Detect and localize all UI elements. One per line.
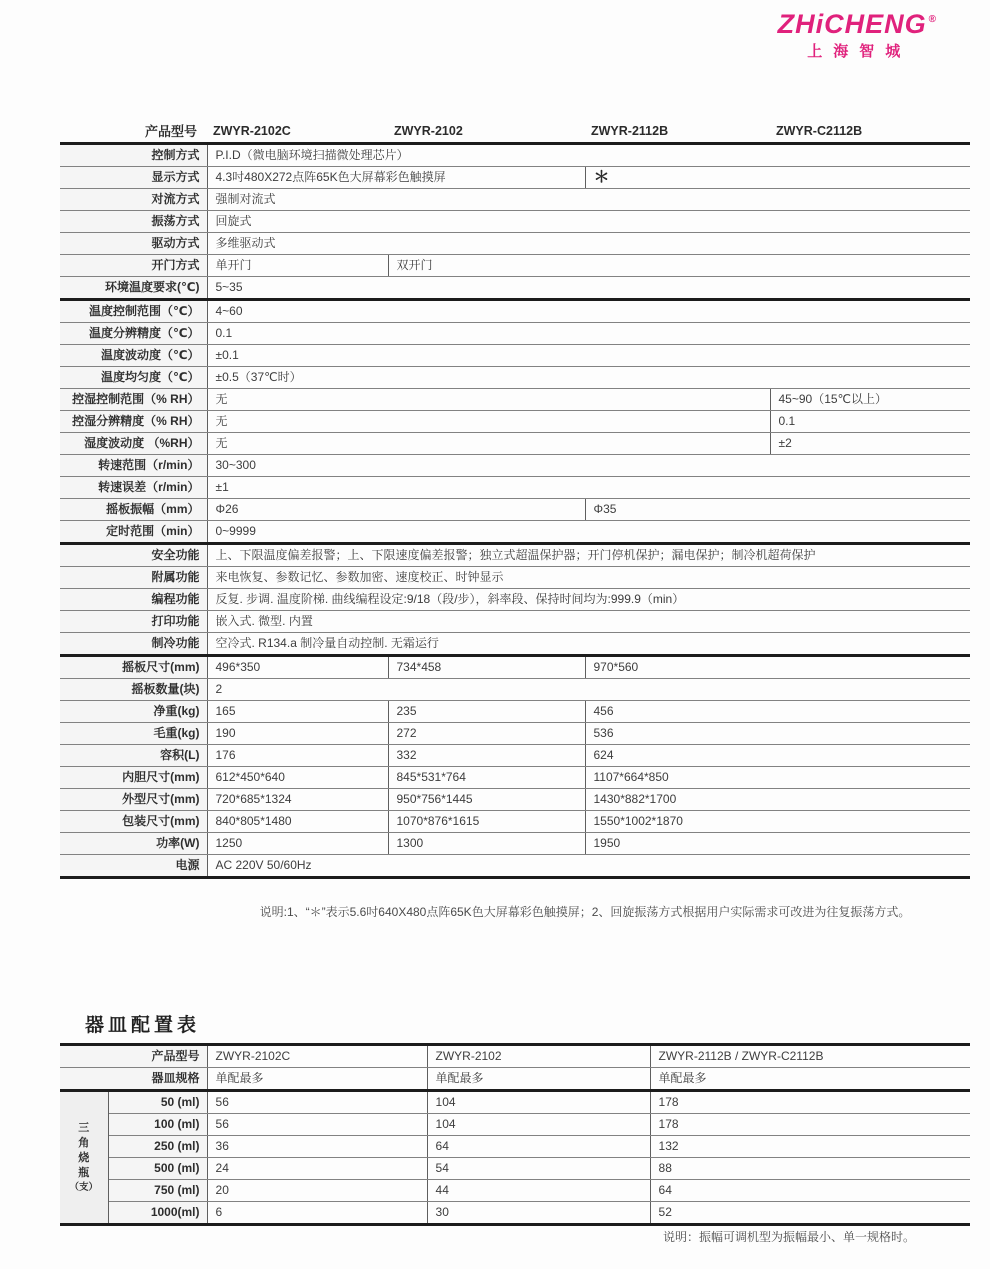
spec-row-label: 容积(L) [60, 745, 207, 767]
spec-cell: 2 [207, 679, 970, 701]
spec-row-label: 显示方式 [60, 167, 207, 189]
vessel-row [60, 1158, 970, 1180]
spec-cell: ±1 [207, 477, 970, 499]
vessel-cell: 132 [650, 1136, 970, 1158]
spec-cell: 0.1 [770, 411, 970, 433]
spec-row [60, 855, 970, 878]
spec-cell: 165 [207, 701, 388, 723]
vessel-cell: 36 [207, 1136, 427, 1158]
spec-header-label: 产品型号 [60, 121, 207, 144]
spec-cell: 190 [207, 723, 388, 745]
vessel-row [60, 1136, 970, 1158]
vessel-header-label: 产品型号 [60, 1045, 207, 1068]
vessel-row [60, 1202, 970, 1225]
spec-cell: Φ35 [585, 499, 970, 521]
brand-logo [778, 10, 935, 61]
spec-row-label: 控制方式 [60, 144, 207, 167]
spec-row [60, 567, 970, 589]
spec-row-label: 开门方式 [60, 255, 207, 277]
spec-cell: 5~35 [207, 277, 970, 300]
spec-cell: ±0.5（37℃时） [207, 367, 970, 389]
vessel-table-section [60, 1043, 970, 1226]
spec-cell: 536 [585, 723, 970, 745]
spec-row [60, 300, 970, 323]
spec-row-label: 电源 [60, 855, 207, 878]
spec-cell: Φ26 [207, 499, 585, 521]
vessel-table [60, 1043, 970, 1226]
spec-row [60, 411, 970, 433]
spec-cell: 回旋式 [207, 211, 970, 233]
spec-cell: 332 [388, 745, 585, 767]
vessel-cell: 6 [207, 1202, 427, 1225]
spec-cell: ±0.1 [207, 345, 970, 367]
spec-row-label: 驱动方式 [60, 233, 207, 255]
spec-row-label: 摇板尺寸(mm) [60, 656, 207, 679]
spec-row [60, 833, 970, 855]
spec-cell: AC 220V 50/60Hz [207, 855, 970, 878]
vessel-cell: 44 [427, 1180, 650, 1202]
spec-row [60, 679, 970, 701]
spec-row [60, 367, 970, 389]
spec-cell: 来电恢复、参数记忆、参数加密、速度校正、时钟显示 [207, 567, 970, 589]
vessel-subheader-value: 单配最多 [207, 1068, 427, 1091]
spec-header-model: ZWYR-2102C [207, 121, 388, 144]
spec-cell: 1550*1002*1870 [585, 811, 970, 833]
spec-table-body [60, 144, 970, 878]
spec-cell: 0.1 [207, 323, 970, 345]
spec-row-label: 控湿控制范围（% RH） [60, 389, 207, 411]
vessel-cell: 20 [207, 1180, 427, 1202]
vessel-header-model: ZWYR-2112B / ZWYR-C2112B [650, 1045, 970, 1068]
spec-cell: 4.3吋480X272点阵65K色大屏幕彩色触摸屏 [207, 167, 585, 189]
spec-row-label: 毛重(kg) [60, 723, 207, 745]
spec-row-label: 对流方式 [60, 189, 207, 211]
spec-cell: P.I.D（微电脑环境扫描微处理芯片） [207, 144, 970, 167]
spec-row-label: 外型尺寸(mm) [60, 789, 207, 811]
spec-row-label: 转速误差（r/min） [60, 477, 207, 499]
spec-row-label: 转速范围（r/min） [60, 455, 207, 477]
spec-cell: 嵌入式. 微型. 内置 [207, 611, 970, 633]
spec-cell: 624 [585, 745, 970, 767]
spec-cell: 1107*664*850 [585, 767, 970, 789]
spec-cell: 30~300 [207, 455, 970, 477]
spec-cell: 1070*876*1615 [388, 811, 585, 833]
spec-row [60, 633, 970, 656]
spec-cell: 1430*882*1700 [585, 789, 970, 811]
spec-row [60, 499, 970, 521]
spec-cell: 1950 [585, 833, 970, 855]
spec-cell: 1300 [388, 833, 585, 855]
spec-row [60, 811, 970, 833]
spec-row [60, 789, 970, 811]
spec-row [60, 745, 970, 767]
vessel-cell: 52 [650, 1202, 970, 1225]
vessel-cell: 56 [207, 1091, 427, 1114]
spec-row [60, 255, 970, 277]
vessel-header-model: ZWYR-2102 [427, 1045, 650, 1068]
spec-row-label: 摇板数量(块) [60, 679, 207, 701]
spec-cell: 1250 [207, 833, 388, 855]
spec-row [60, 589, 970, 611]
vessel-cell: 88 [650, 1158, 970, 1180]
spec-cell: 多维驱动式 [207, 233, 970, 255]
spec-row-label: 附属功能 [60, 567, 207, 589]
spec-cell: 456 [585, 701, 970, 723]
spec-row-label: 制冷功能 [60, 633, 207, 656]
vessel-header-model: ZWYR-2102C [207, 1045, 427, 1068]
spec-table-note: 说明:1、“＊”表示5.6吋640X480点阵65K色大屏幕彩色触摸屏；2、回旋振荡方式根据用户实际需求可改进为往复振荡方式。 [259, 905, 911, 919]
vessel-table-title: 器皿配置表 [85, 1015, 201, 1036]
vessel-table-note: 说明：振幅可调机型为振幅最小、单一规格时。 [662, 1230, 915, 1244]
spec-row-label: 控湿分辨精度（% RH） [60, 411, 207, 433]
spec-header-model: ZWYR-2102 [388, 121, 585, 144]
vessel-subheader-row [60, 1068, 970, 1091]
spec-row-label: 安全功能 [60, 544, 207, 567]
spec-cell: 空冷式. R134.a 制冷量自动控制. 无霜运行 [207, 633, 970, 656]
vessel-size-label: 50 (ml) [108, 1091, 207, 1114]
vessel-cell: 178 [650, 1091, 970, 1114]
vessel-row [60, 1091, 970, 1114]
vessel-subheader-value: 单配最多 [650, 1068, 970, 1091]
spec-cell: 无 [207, 411, 770, 433]
spec-cell: 840*805*1480 [207, 811, 388, 833]
spec-row-label: 编程功能 [60, 589, 207, 611]
spec-row-label: 湿度波动度 （%RH） [60, 433, 207, 455]
spec-cell: 720*685*1324 [207, 789, 388, 811]
spec-row-label: 振荡方式 [60, 211, 207, 233]
spec-cell: 单开门 [207, 255, 388, 277]
spec-cell: 无 [207, 433, 770, 455]
vessel-subheader-value: 单配最多 [427, 1068, 650, 1091]
spec-cell: 0~9999 [207, 521, 970, 544]
spec-cell: 4~60 [207, 300, 970, 323]
brand-name: ZHiCHENG [777, 9, 927, 39]
spec-row [60, 211, 970, 233]
vessel-size-label: 250 (ml) [108, 1136, 207, 1158]
vessel-table-body [60, 1091, 970, 1225]
vessel-cell: 64 [427, 1136, 650, 1158]
spec-header-row [60, 121, 970, 144]
spec-row [60, 233, 970, 255]
spec-row [60, 345, 970, 367]
vessel-row [60, 1180, 970, 1202]
spec-cell: 845*531*764 [388, 767, 585, 789]
vessel-cell: 104 [427, 1091, 650, 1114]
spec-row-label: 温度分辨精度（℃） [60, 323, 207, 345]
brand-wordmark [778, 10, 935, 38]
spec-header-model: ZWYR-C2112B [770, 121, 970, 144]
spec-cell: 950*756*1445 [388, 789, 585, 811]
spec-table [60, 121, 970, 879]
spec-cell: 45~90（15℃以上） [770, 389, 970, 411]
registered-mark-icon: ® [928, 14, 937, 25]
spec-row [60, 277, 970, 300]
vessel-side-label: 三 角 烧 瓶 （支） [60, 1091, 108, 1225]
brand-subtitle: 上海智城 [807, 43, 912, 60]
spec-table-section [60, 121, 970, 879]
spec-cell: 496*350 [207, 656, 388, 679]
spec-row-label: 温度波动度（℃） [60, 345, 207, 367]
spec-cell: 612*450*640 [207, 767, 388, 789]
spec-cell: 无 [207, 389, 770, 411]
vessel-cell: 104 [427, 1114, 650, 1136]
vessel-cell: 56 [207, 1114, 427, 1136]
spec-row [60, 477, 970, 499]
spec-row-label: 内胆尺寸(mm) [60, 767, 207, 789]
spec-cell: ＊ [585, 167, 970, 189]
spec-row-label: 功率(W) [60, 833, 207, 855]
vessel-size-label: 100 (ml) [108, 1114, 207, 1136]
vessel-header-row [60, 1045, 970, 1068]
spec-cell: 反复. 步调. 温度阶梯. 曲线编程设定:9/18（段/步），斜率段、保持时间均为:999.9（min） [207, 589, 970, 611]
spec-header-model: ZWYR-2112B [585, 121, 770, 144]
vessel-size-label: 750 (ml) [108, 1180, 207, 1202]
vessel-size-label: 1000(ml) [108, 1202, 207, 1225]
spec-cell: 双开门 [388, 255, 970, 277]
spec-row [60, 767, 970, 789]
spec-row [60, 455, 970, 477]
spec-row [60, 544, 970, 567]
spec-cell: 强制对流式 [207, 189, 970, 211]
vessel-cell: 30 [427, 1202, 650, 1225]
spec-cell: 235 [388, 701, 585, 723]
vessel-row [60, 1114, 970, 1136]
spec-cell: 272 [388, 723, 585, 745]
spec-row [60, 144, 970, 167]
spec-row-label: 定时范围（min） [60, 521, 207, 544]
spec-row-label: 温度均匀度（℃） [60, 367, 207, 389]
vessel-cell: 64 [650, 1180, 970, 1202]
spec-row [60, 656, 970, 679]
spec-cell: 970*560 [585, 656, 970, 679]
vessel-cell: 54 [427, 1158, 650, 1180]
spec-row [60, 389, 970, 411]
spec-row-label: 包装尺寸(mm) [60, 811, 207, 833]
spec-row-label: 温度控制范围（℃） [60, 300, 207, 323]
spec-cell: 176 [207, 745, 388, 767]
spec-row [60, 611, 970, 633]
spec-row [60, 723, 970, 745]
vessel-cell: 178 [650, 1114, 970, 1136]
spec-row [60, 167, 970, 189]
vessel-size-label: 500 (ml) [108, 1158, 207, 1180]
vessel-cell: 24 [207, 1158, 427, 1180]
spec-row-label: 打印功能 [60, 611, 207, 633]
spec-row [60, 433, 970, 455]
spec-row [60, 701, 970, 723]
spec-cell: 上、下限温度偏差报警；上、下限速度偏差报警；独立式超温保护器；开门停机保护；漏电保护；制冷机超荷保护 [207, 544, 970, 567]
spec-row-label: 环境温度要求(℃) [60, 277, 207, 300]
spec-row-label: 净重(kg) [60, 701, 207, 723]
spec-cell: 734*458 [388, 656, 585, 679]
spec-row [60, 521, 970, 544]
spec-row [60, 323, 970, 345]
spec-row-label: 摇板振幅（mm） [60, 499, 207, 521]
spec-row [60, 189, 970, 211]
vessel-subheader-label: 器皿规格 [60, 1068, 207, 1091]
spec-cell: ±2 [770, 433, 970, 455]
